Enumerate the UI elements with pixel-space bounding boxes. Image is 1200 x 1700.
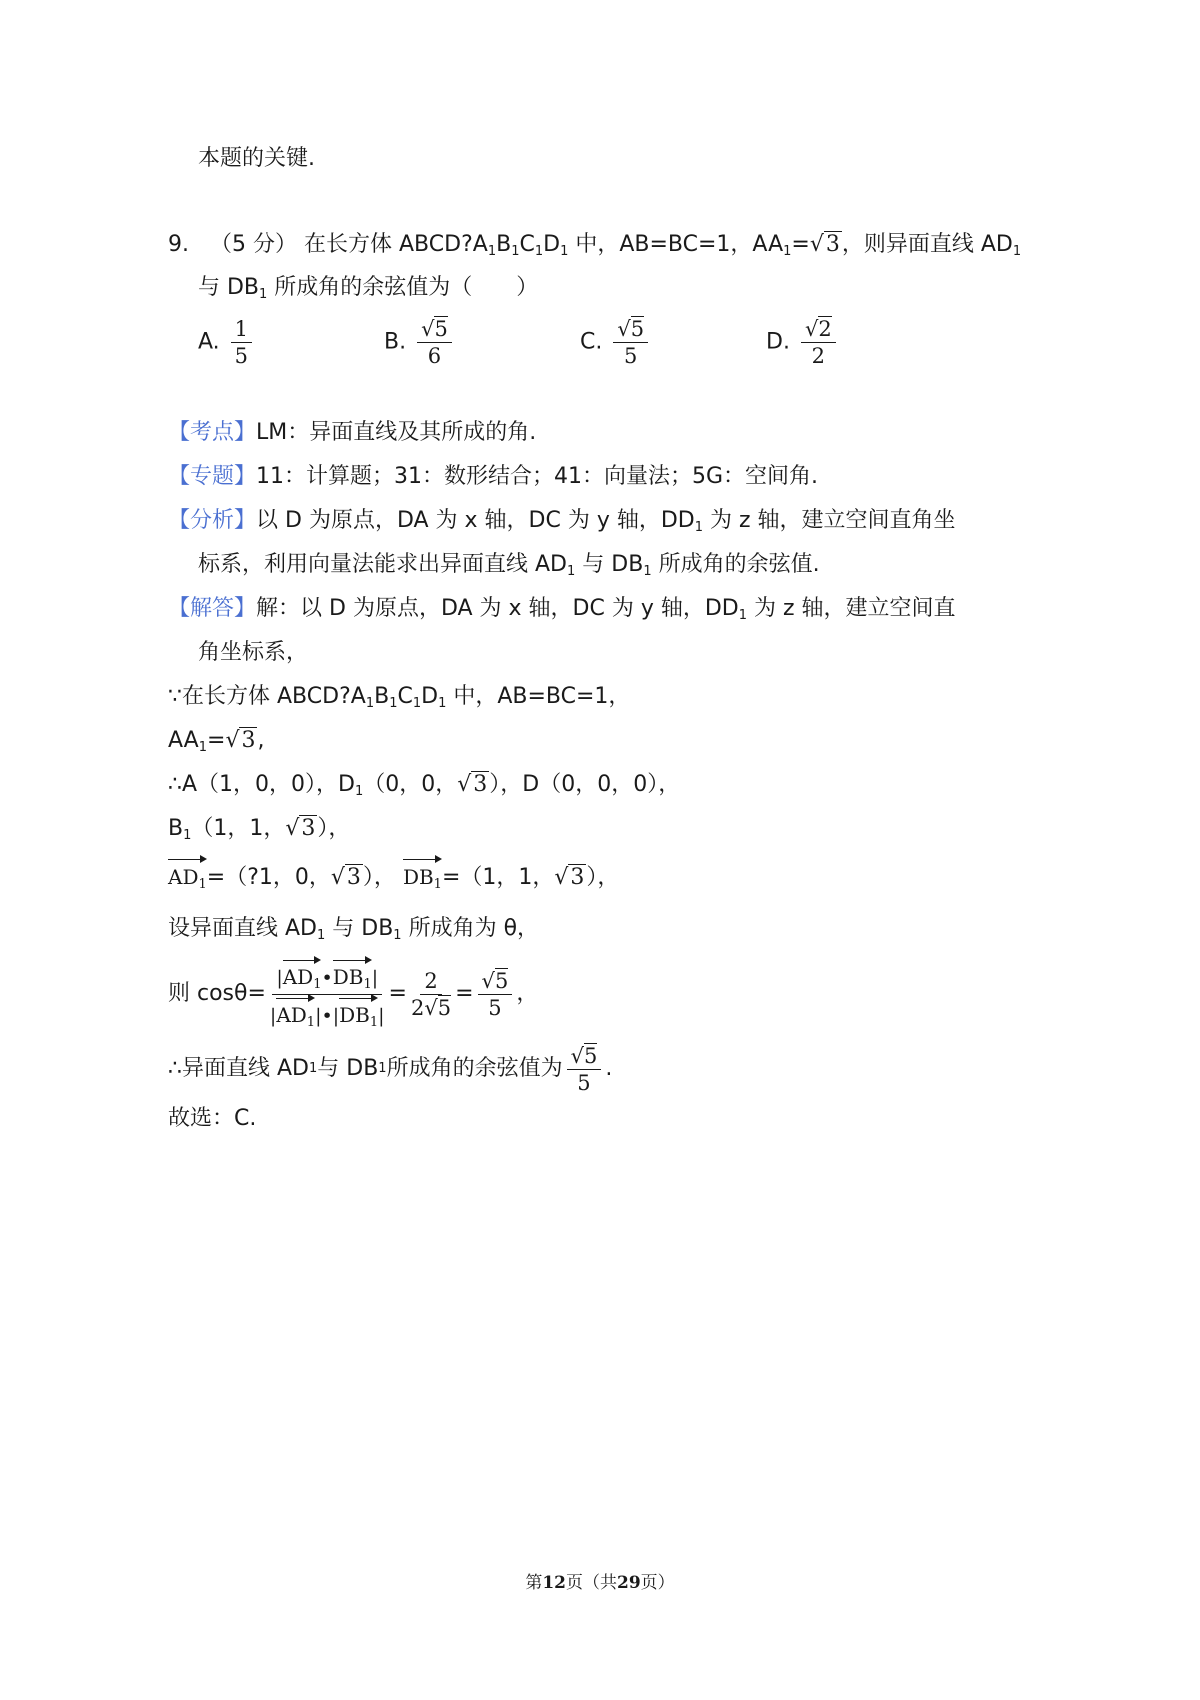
vector-db1: $DB_1$ bbox=[403, 858, 442, 892]
option-c[interactable]: C. $\frac{√5}{5}$ bbox=[580, 318, 652, 368]
vector-line: $AD_1=(?1$，0，√3）， $DB_1=(1$，1，√3）， bbox=[168, 858, 619, 894]
fraction: $\frac{√2}{2}$ bbox=[801, 318, 836, 367]
choice-line: 故选：C. bbox=[168, 1106, 257, 1131]
conclusion-line: ∴异面直线 AD 1 与 DB 1 所成角的余弦值为 $\frac{√5}{5}$ . bbox=[168, 1043, 613, 1095]
option-b[interactable]: B. $\frac{√5}{6}$ bbox=[384, 318, 456, 368]
because-line: ∵在长方体 $ABCD?A_1B_1C_1D_1$ 中，AB=BC=1， bbox=[168, 684, 631, 711]
zhuanti-line: 【专题】11：计算题；31：数形结合；41：向量法；5G：空间角. bbox=[168, 464, 819, 489]
question-line-2: 与 $DB_1$ 所成角的余弦值为（ ） bbox=[198, 275, 539, 302]
cos-fraction-vectors: $\frac{|AD_1•DB_1|}{|AD_1|•|DB_1|}$ bbox=[270, 959, 385, 1030]
theta-line: 设异面直线 $AD_1$ 与 $DB_1$ 所成角为 θ， bbox=[168, 916, 540, 943]
missing-glyph-box: ? bbox=[461, 232, 473, 257]
vector-ad1: $AD_1$ bbox=[168, 858, 207, 892]
jieda-line-1: 【解答】解：以 D 为原点，DA 为 x 轴，DC 为 y 轴，$DD_1$ 为 z 轴，建立空间直 bbox=[168, 596, 956, 623]
option-a[interactable]: A. $\frac{1}{5}$ bbox=[198, 318, 256, 368]
aa1-line: $AA_1=√3$, bbox=[168, 728, 265, 755]
zhuanti-label: 【专题】 bbox=[168, 464, 257, 489]
fenxi-line-2: 标系，利用向量法能求出异面直线 $AD_1$ 与 $DB_1$ 所成角的余弦值. bbox=[198, 552, 820, 579]
fraction: $\frac{√5}{5}$ bbox=[613, 318, 648, 367]
fraction: $\frac{√5}{6}$ bbox=[417, 318, 452, 367]
kaodian-line: 【考点】LM：异面直线及其所成的角. bbox=[168, 420, 537, 445]
sqrt-3: √3 bbox=[809, 232, 840, 257]
jieda-line-2: 角坐标系， bbox=[198, 640, 309, 665]
fraction: $\frac{1}{5}$ bbox=[231, 318, 252, 367]
fenxi-label: 【分析】 bbox=[168, 508, 257, 533]
question-line-1: 9. （5 分） 在长方体 $ABCD?A_1B_1C_1D_1$ 中，AB=BC=1，$AA_1=√3$，则异面直线 $AD_1$ bbox=[168, 232, 1022, 259]
question-number: 9. bbox=[168, 232, 189, 257]
cos-fraction-numeric: $\frac{2}{2√5}$ bbox=[410, 968, 452, 1020]
question-score: （5 分） bbox=[210, 232, 297, 257]
conclusion-fraction: $\frac{√5}{5}$ bbox=[567, 1045, 602, 1094]
page-footer: 第12页（共29页） bbox=[525, 1573, 675, 1593]
coords-line: ∴A（1，0，0），$D_1(0$，0，√3），D（0，0，0）， bbox=[168, 772, 681, 799]
intro-tail: 本题的关键. bbox=[198, 146, 315, 171]
fenxi-line-1: 【分析】以 D 为原点，DA 为 x 轴，DC 为 y 轴，$DD_1$ 为 z 轴，建立空间直角坐 bbox=[168, 508, 956, 535]
cos-formula: 则 cosθ= $\frac{|AD_1•DB_1|}{|AD_1|•|DB_1|}$ = $\frac{2}{2√5}$ = $\frac{√5}{5}$ ， bbox=[168, 958, 538, 1030]
option-d[interactable]: D. $\frac{√2}{2}$ bbox=[766, 318, 840, 368]
b1-line: $B_1(1$，1，√3）， bbox=[168, 816, 351, 843]
jieda-label: 【解答】 bbox=[168, 596, 257, 621]
cos-fraction-result: $\frac{√5}{5}$ bbox=[478, 970, 513, 1019]
kaodian-label: 【考点】 bbox=[168, 420, 257, 445]
